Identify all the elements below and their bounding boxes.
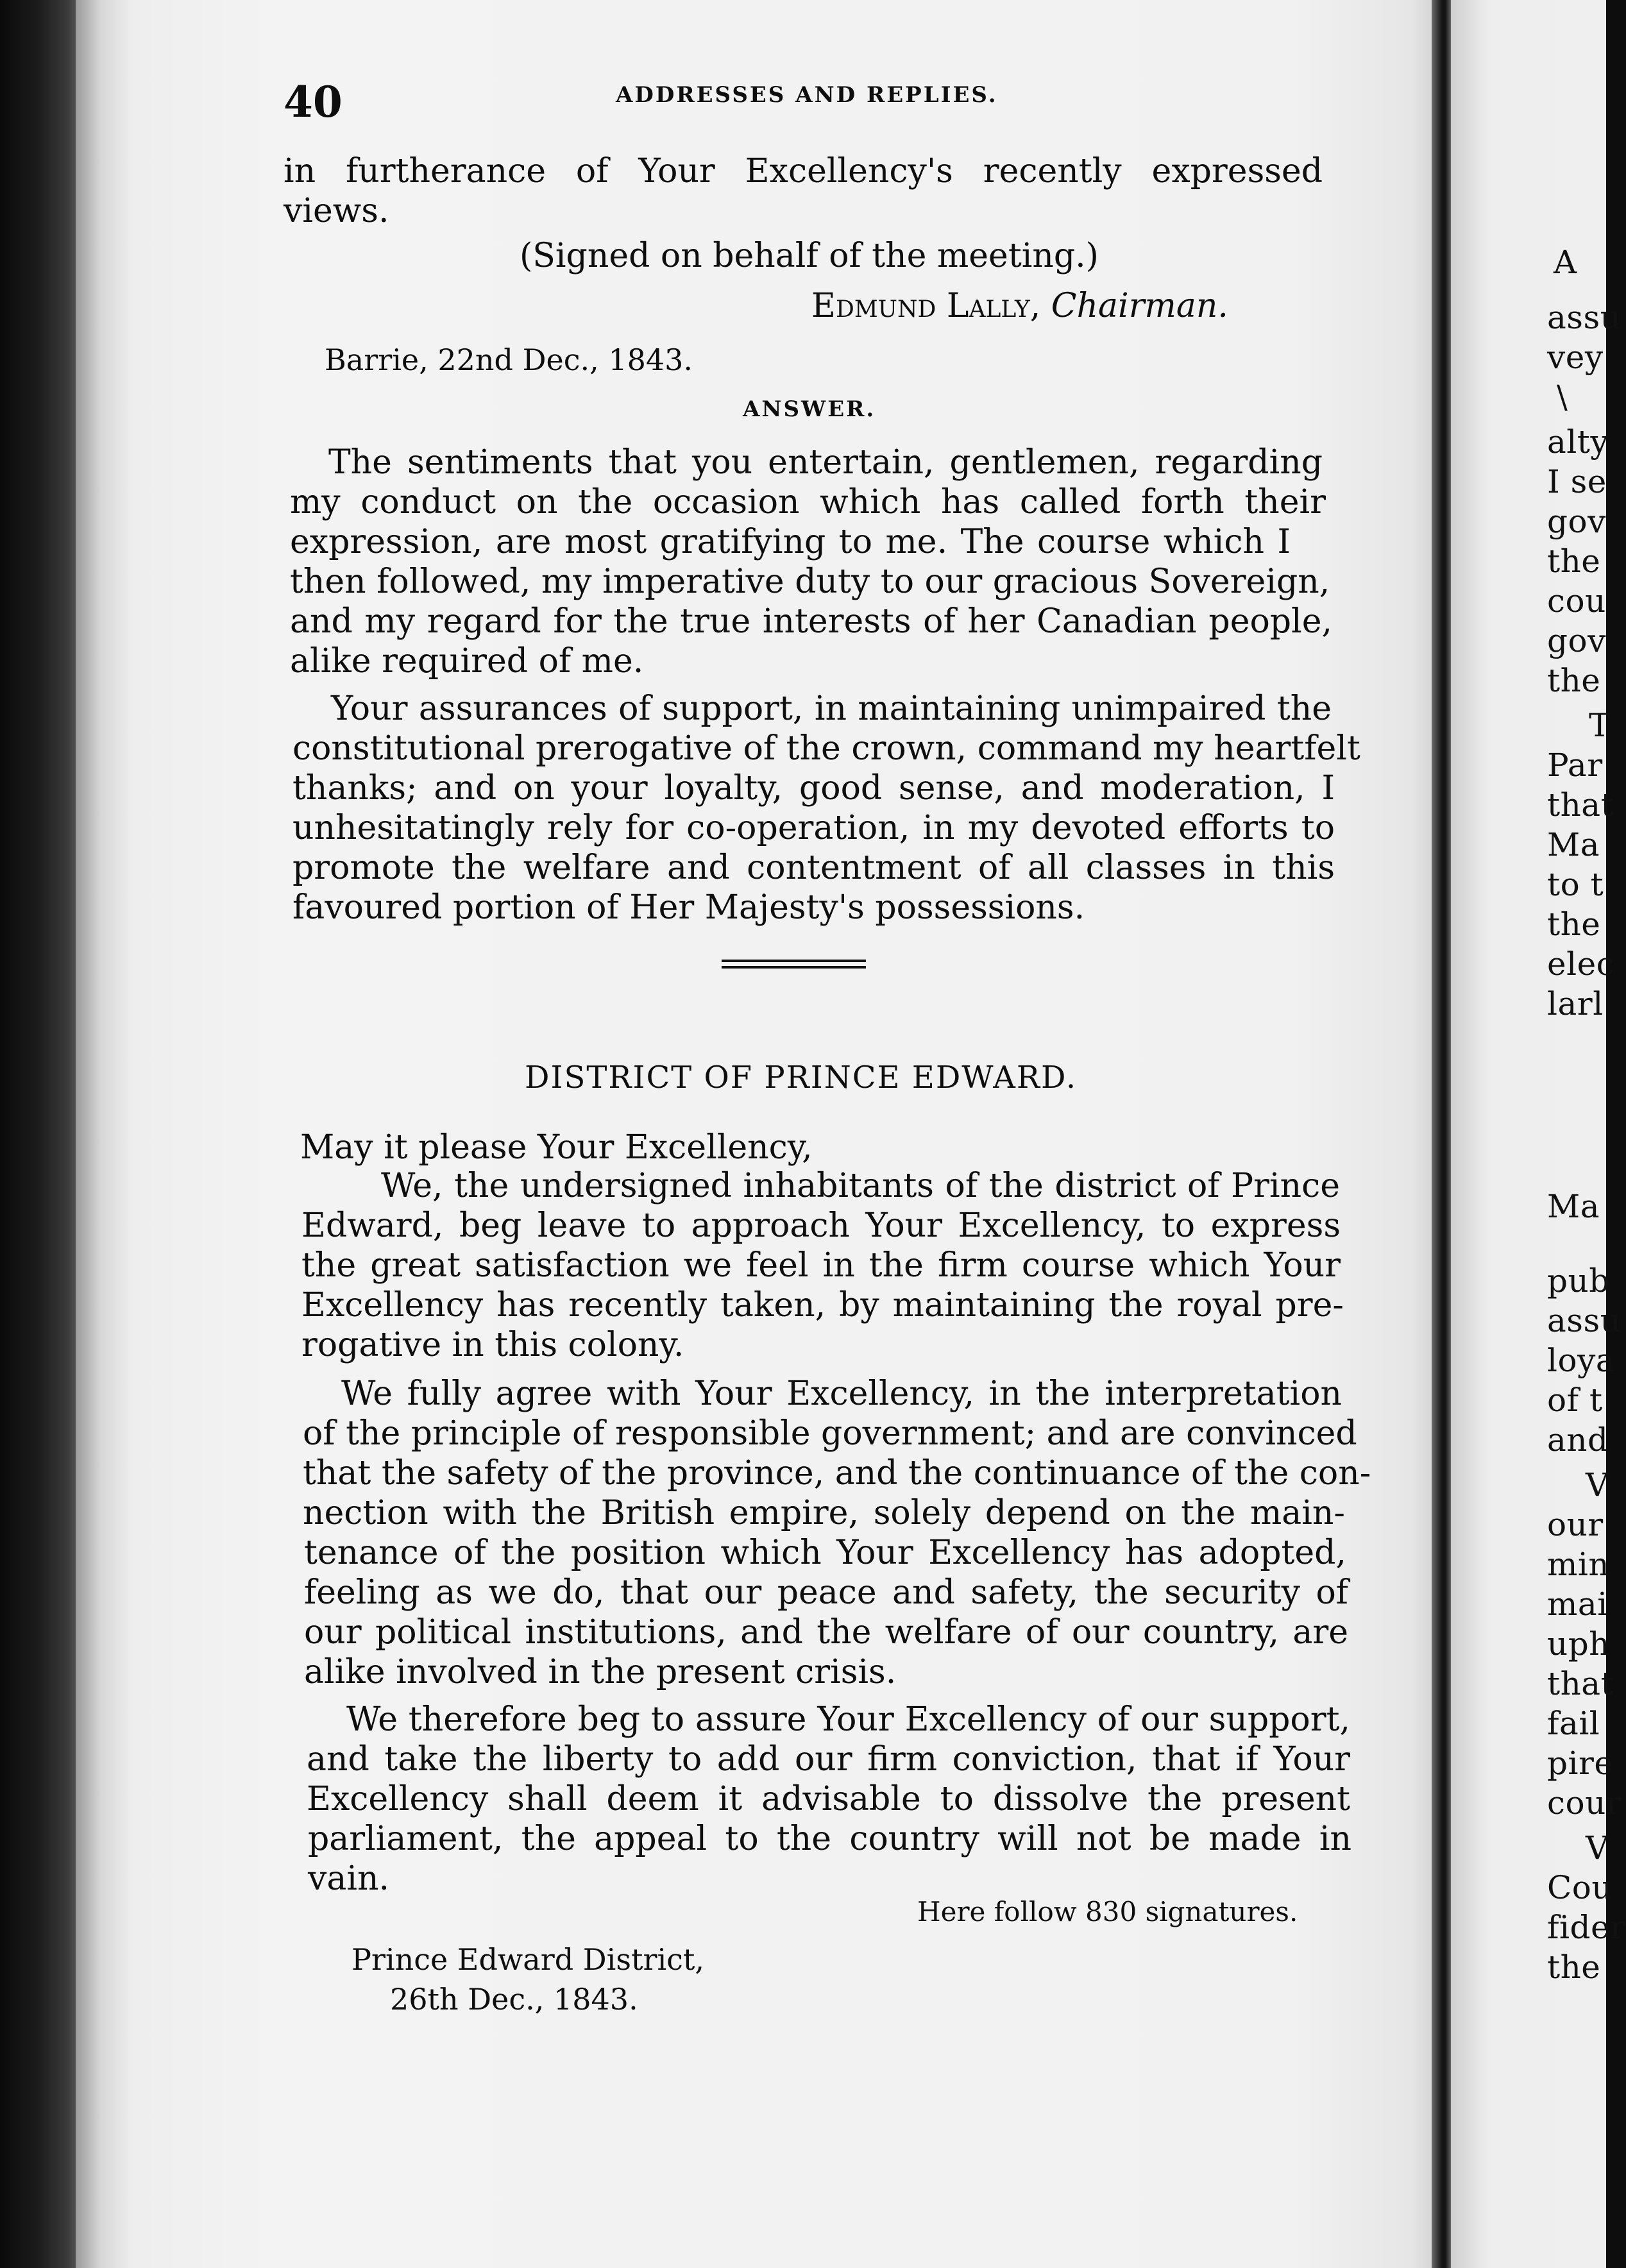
facing-fragment: V xyxy=(1586,1829,1609,1866)
facing-fragment: Ma xyxy=(1547,826,1600,863)
facing-fragment: pub xyxy=(1547,1262,1610,1299)
facing-fragment: to t xyxy=(1547,866,1604,903)
facing-fragment: V xyxy=(1586,1466,1609,1503)
facing-fragment: our xyxy=(1547,1506,1604,1543)
facing-fragment: Par xyxy=(1547,747,1603,784)
pe-line-18: vain. xyxy=(308,1859,390,1898)
answer-line-3: expression, are most gratifying to me. The course which I xyxy=(290,523,1291,561)
pe-line-10: tenance of the position which Your Excellency has adopted, xyxy=(304,1534,1346,1572)
facing-fragment: alty xyxy=(1547,423,1609,461)
facing-fragment: elec xyxy=(1547,945,1615,983)
facing-fragment: larl xyxy=(1547,985,1604,1022)
facing-fragment: A xyxy=(1554,244,1577,281)
answer-heading: ANSWER. xyxy=(743,396,876,422)
pe-line-15: and take the liberty to add our firm conviction, that if Your xyxy=(307,1740,1350,1779)
pe-line-13: alike involved in the present crisis. xyxy=(304,1653,897,1691)
pe-line-16: Excellency shall deem it advisable to dissolve the present xyxy=(307,1780,1350,1818)
facing-fragment: loya xyxy=(1547,1342,1616,1379)
pe-line-8: that the safety of the province, and the continuance of the con- xyxy=(303,1454,1371,1493)
section-double-rule-bottom xyxy=(722,966,866,969)
facing-fragment: min xyxy=(1547,1546,1610,1583)
pe-line-7: of the principle of responsible government; and are convinced xyxy=(303,1414,1357,1453)
facing-fragment: mai xyxy=(1547,1586,1608,1623)
pe-date: 26th Dec., 1843. xyxy=(390,1982,638,2017)
barrie-line-2: views. xyxy=(284,192,389,230)
pe-place: Prince Edward District, xyxy=(351,1942,705,1977)
facing-page xyxy=(1451,0,1626,2268)
pe-line-1: We, the undersigned inhabitants of the district of Prince xyxy=(381,1167,1340,1205)
pe-line-11: feeling as we do, that our peace and safety, the security of xyxy=(304,1573,1348,1612)
facing-fragment: fider xyxy=(1547,1909,1626,1946)
facing-fragment: that xyxy=(1547,1665,1614,1702)
pe-line-6: We fully agree with Your Excellency, in the interpretation xyxy=(341,1375,1342,1413)
signatory-role: Chairman. xyxy=(1051,287,1228,325)
district-title: DISTRICT OF PRINCE EDWARD. xyxy=(525,1060,1078,1096)
facing-fragment: gov xyxy=(1547,503,1606,540)
facing-fragment: T xyxy=(1589,707,1611,744)
section-double-rule-top xyxy=(722,960,866,962)
facing-fragment: fail xyxy=(1547,1705,1600,1742)
pe-line-9: nection with the British empire, solely depend on the main- xyxy=(303,1494,1345,1532)
facing-fragment: the xyxy=(1547,906,1601,943)
pe-line-4: Excellency has recently taken, by maintaining the royal pre- xyxy=(301,1286,1344,1324)
answer-line-2: my conduct on the occasion which has called forth their xyxy=(290,483,1326,521)
facing-fragment: of t xyxy=(1547,1382,1603,1419)
answer-line-9: thanks; and on your loyalty, good sense, and moderation, I xyxy=(292,769,1335,808)
barrie-line-1: in furtherance of Your Excellency's recently expressed xyxy=(284,152,1323,190)
signed-note: (Signed on behalf of the meeting.) xyxy=(520,237,1099,275)
facing-fragment: uph xyxy=(1547,1625,1610,1663)
answer-line-12: favoured portion of Her Majesty's possessions. xyxy=(292,888,1085,927)
answer-line-10: unhesitatingly rely for co-operation, in my devoted efforts to xyxy=(292,809,1335,847)
facing-fragment: and xyxy=(1547,1421,1609,1459)
pe-line-14: We therefore beg to assure Your Excellency of our support, xyxy=(346,1700,1350,1739)
facing-fragment: that xyxy=(1547,786,1614,824)
answer-line-1: The sentiments that you entertain, gentlemen, regarding xyxy=(328,443,1323,482)
pe-line-17: parliament, the appeal to the country will not be made in xyxy=(308,1820,1351,1858)
pe-line-3: the great satisfaction we feel in the firm course which Your xyxy=(301,1246,1341,1285)
answer-line-11: promote the welfare and contentment of all classes in this xyxy=(292,849,1335,887)
barrie-place-date: Barrie, 22nd Dec., 1843. xyxy=(325,343,693,377)
facing-fragment: Ma xyxy=(1547,1188,1600,1225)
facing-fragment: pire xyxy=(1547,1745,1614,1782)
facing-fragment: cou xyxy=(1547,582,1606,620)
facing-fragment: the xyxy=(1547,543,1601,580)
salutation: May it please Your Excellency, xyxy=(300,1128,813,1167)
pe-line-2: Edward, beg leave to approach Your Excellency, to express xyxy=(301,1206,1341,1245)
answer-line-4: then followed, my imperative duty to our gracious Sovereign, xyxy=(290,563,1330,601)
facing-fragment: \ xyxy=(1557,378,1568,416)
facing-fragment: Cou xyxy=(1547,1869,1613,1906)
answer-line-8: constitutional prerogative of the crown, command my heartfelt xyxy=(292,729,1360,768)
facing-fragment: the xyxy=(1547,1949,1601,1986)
signatory-name: Edmund Lally, xyxy=(811,287,1041,325)
signatory xyxy=(811,286,1228,326)
page-number: 40 xyxy=(284,77,343,127)
facing-fragment: I se xyxy=(1547,463,1607,500)
pe-line-5: rogative in this colony. xyxy=(301,1326,684,1364)
answer-line-5: and my regard for the true interests of her Canadian people, xyxy=(290,602,1332,641)
running-head: ADDRESSES AND REPLIES. xyxy=(616,82,998,108)
facing-fragment: assu xyxy=(1547,1302,1622,1339)
answer-line-7: Your assurances of support, in maintaining unimpaired the xyxy=(331,690,1332,728)
pe-line-12: our political institutions, and the welfare of our country, are xyxy=(304,1613,1348,1652)
facing-fragment: assu xyxy=(1547,299,1622,336)
signatures-note: Here follow 830 signatures. xyxy=(917,1896,1298,1927)
facing-fragment: gov xyxy=(1547,622,1606,659)
answer-line-6: alike required of me. xyxy=(290,642,644,681)
facing-fragment: the xyxy=(1547,662,1601,699)
facing-fragment: vey xyxy=(1547,339,1604,376)
facing-fragment: cour xyxy=(1547,1784,1622,1822)
